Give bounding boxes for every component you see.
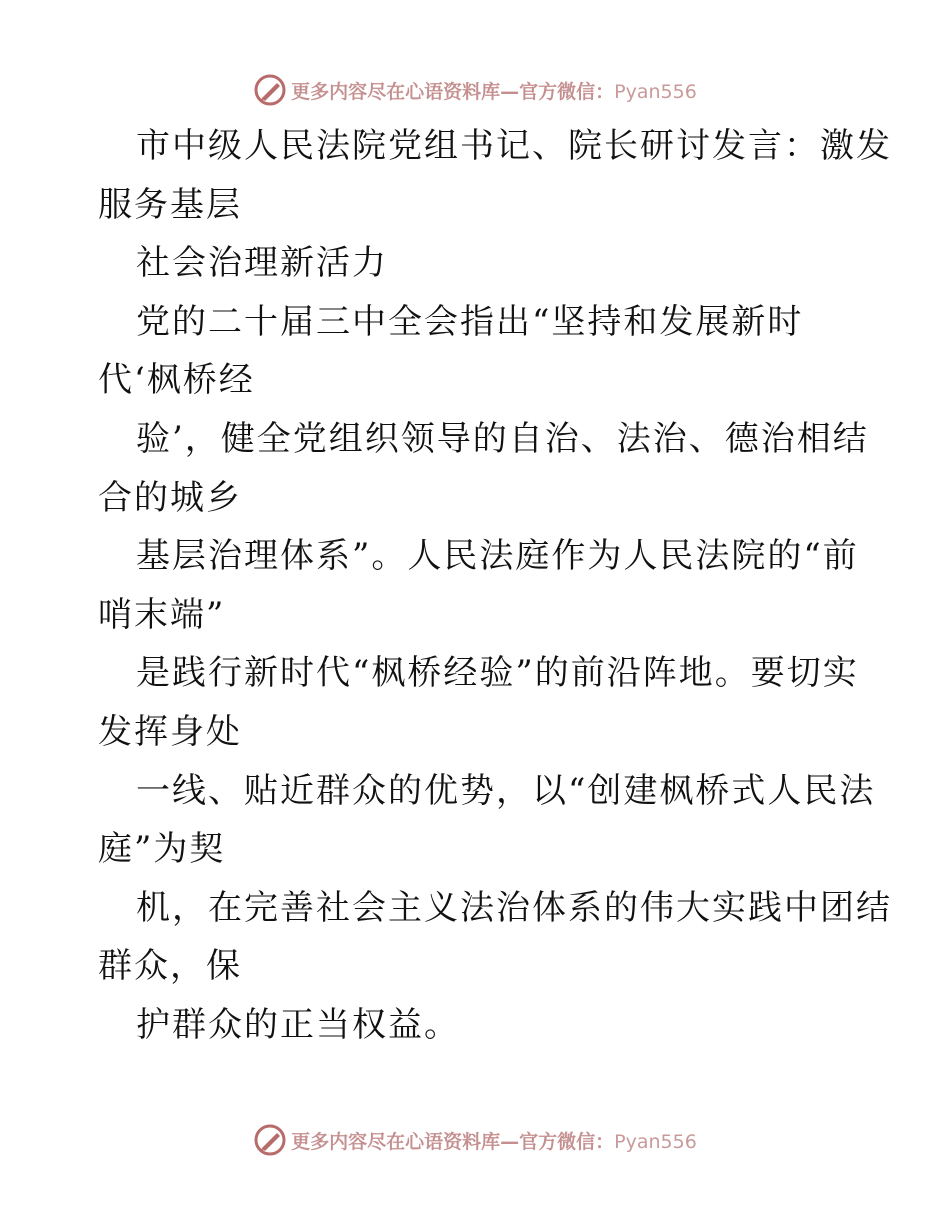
- pen-logo-icon: [253, 1123, 287, 1157]
- text-line: 基层治理体系”。人民法庭作为人民法院的“前: [136, 536, 859, 577]
- text-line: 发挥身处: [98, 711, 242, 752]
- text-line: 党的二十届三中全会指出“坚持和发展新时: [136, 301, 804, 342]
- text-line: 庭”为契: [98, 829, 226, 870]
- text-line: 验’，健全党组织领导的自治、法治、德治相结: [136, 418, 869, 459]
- text-line: 市中级人民法院党组书记、院长研讨发言：激发: [136, 126, 892, 166]
- text-line: 哨末端”: [98, 594, 226, 635]
- text-line: 护群众的正当权益。: [136, 1004, 460, 1045]
- footer-watermark: [0, 1120, 950, 1160]
- text-line: 群众，保: [98, 946, 242, 987]
- document-body: [98, 117, 892, 1055]
- watermark-text: 更多内容尽在心语资料库—官方微信：Pyan556: [291, 1130, 697, 1153]
- watermark-text: 更多内容尽在心语资料库—官方微信：Pyan556: [291, 80, 697, 103]
- text-line: 机，在完善社会主义法治体系的伟大实践中团结: [136, 887, 892, 928]
- pen-logo-icon: [253, 73, 287, 107]
- text-line: 一线、贴近群众的优势，以“创建枫桥式人民法: [136, 770, 876, 811]
- text-line: 服务基层: [98, 184, 242, 225]
- text-line: 社会治理新活力: [136, 243, 388, 284]
- text-line: 是践行新时代“枫桥经验”的前沿阵地。要切实: [136, 653, 859, 694]
- text-line: 代‘枫桥经: [98, 360, 255, 401]
- header-watermark: [0, 70, 950, 110]
- text-line: 合的城乡: [98, 477, 242, 518]
